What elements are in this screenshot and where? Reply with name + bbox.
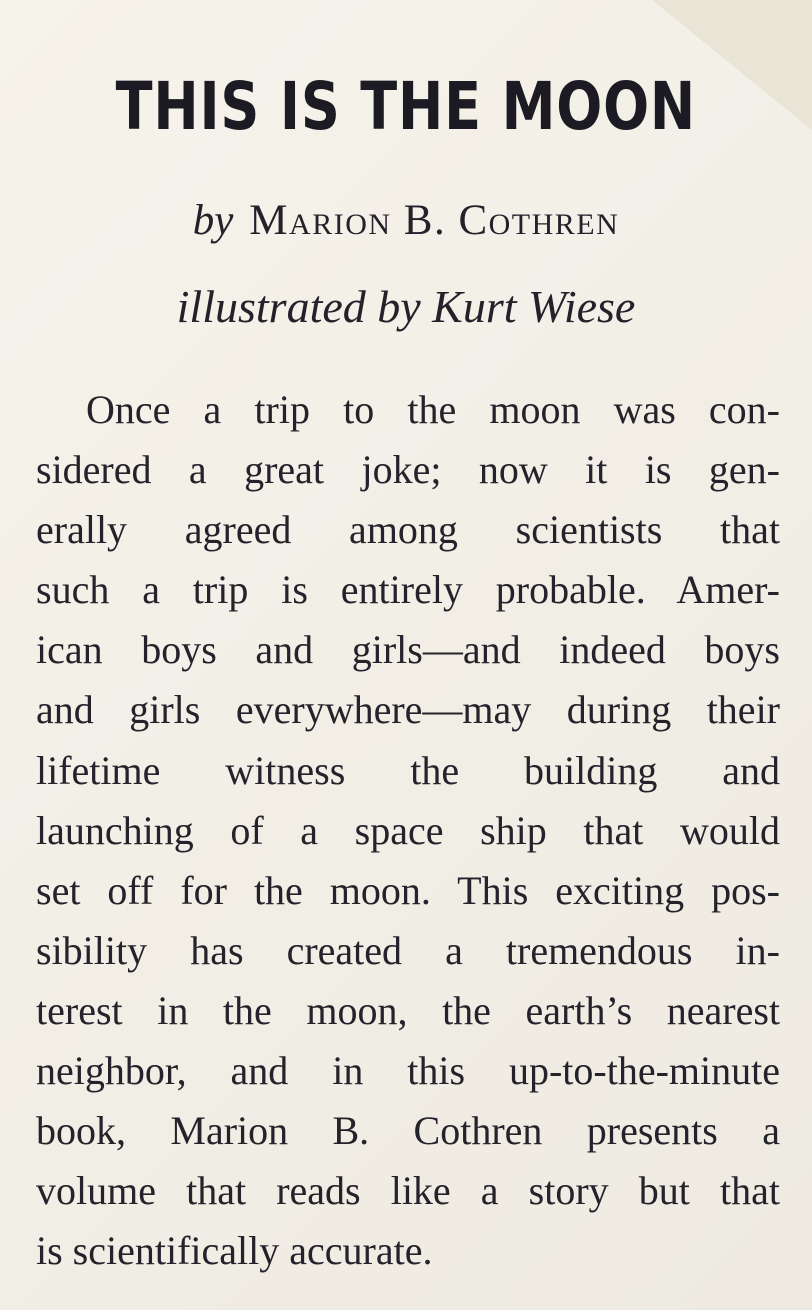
body-line: terest in the moon, the earth’s nearest [36, 987, 780, 1033]
body-line: volume that reads like a story but that [36, 1168, 780, 1214]
book-title: THIS IS THE MOON [115, 68, 697, 145]
body-line: erally agreed among scientists that [36, 507, 780, 553]
body-line: lifetime witness the building and [36, 747, 780, 793]
body-line: ican boys and girls—and indeed boys [36, 627, 780, 673]
author-name: Marion B. Cothren [249, 197, 620, 244]
body-line: such a trip is entirely probable. Amer- [36, 567, 780, 613]
author-byline [0, 196, 812, 245]
body-line: sibility has created a tremendous in- [36, 927, 780, 973]
body-line: launching of a space ship that would [36, 807, 780, 853]
body-line: set off for the moon. This exciting pos- [36, 867, 780, 913]
byline-prefix: by [192, 197, 234, 244]
illustrator-credit: illustrated by Kurt Wiese [176, 281, 636, 332]
body-line: is scientifically accurate. [36, 1228, 433, 1274]
body-line: and girls everywhere—may during their [36, 687, 780, 733]
body-line: sidered a great joke; now it is gen- [36, 447, 780, 493]
description-paragraph [36, 380, 780, 1281]
body-line: Once a trip to the moon was con- [86, 387, 780, 432]
body-line: book, Marion B. Cothren presents a [36, 1108, 780, 1154]
body-line: neighbor, and in this up-to-the-minute [36, 1048, 780, 1094]
